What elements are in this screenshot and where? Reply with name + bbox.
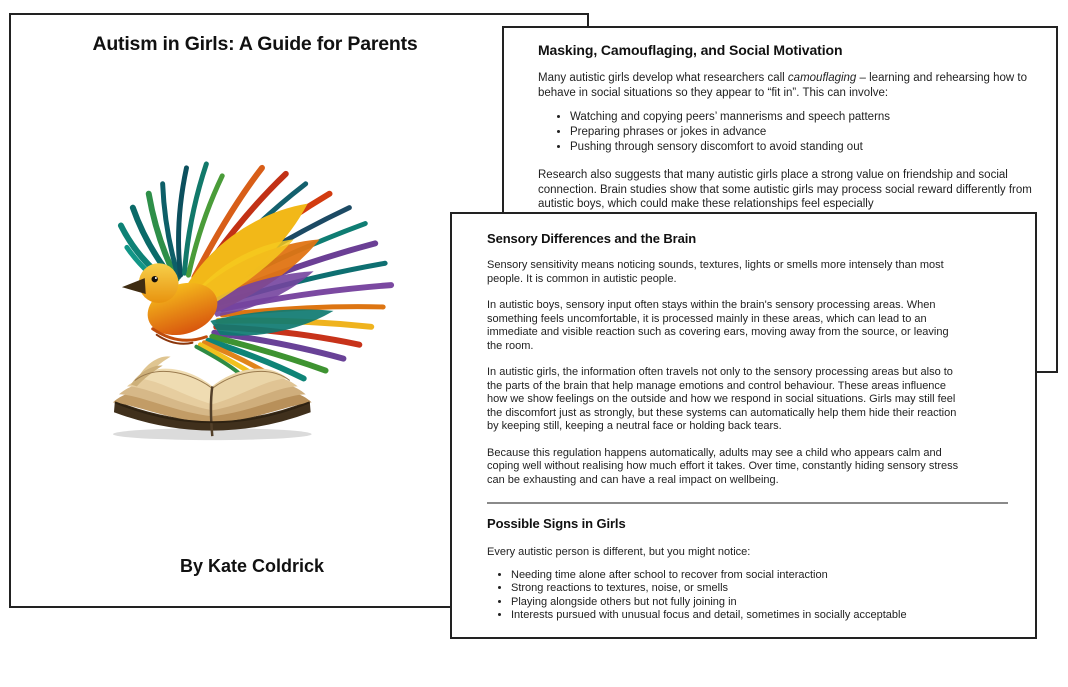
list-item: • Strong reactions to textures, noise, or smells — [511, 582, 966, 596]
bullet-list — [538, 110, 1043, 155]
bird-book-illustration — [109, 151, 407, 451]
bird-eye-icon — [152, 276, 158, 282]
sensory-page — [450, 212, 1037, 639]
paragraph-text: Many autistic girls develop what researchers call — [538, 72, 788, 84]
paragraph: In autistic girls, the information often travels not only to the sensory processing areas but also to the parts of the brain that help manage emotions and control behaviour. These areas influence how we show feelings on the outside and how we respond in social situations. Girls may still feel the discomfort just as strongly, but these systems can automatically help them hide their reaction by keeping still, keeping a neutral face or holding back tears. — [487, 366, 957, 432]
paragraph: Because this regulation happens automatically, adults may see a child who appears calm and coping well without realising how much effort it takes. Over time, constantly hiding sensory stress can be exhausting and can have a real impact on wellbeing. — [487, 446, 959, 486]
list-item: • Needing time alone after school to recover from social interaction — [511, 569, 966, 583]
bird-over-book-icon — [109, 151, 407, 451]
italic-term: camouflaging — [787, 72, 857, 84]
paragraph: In autistic boys, sensory input often stays within the brain's sensory processing areas. When something feels uncomfortable, it is processed mainly in these areas, which can lead to an immediate and visible reaction such as covering ears, moving away from the source, or leaving the room. — [487, 299, 949, 352]
book-title: Autism in Girls: A Guide for Parents — [92, 33, 418, 55]
bullet-list — [487, 569, 1009, 623]
section-divider — [487, 502, 1008, 504]
bird-icon — [121, 164, 391, 383]
section-heading: Masking, Camouflaging, and Social Motivation — [538, 42, 843, 58]
paragraph — [538, 71, 1036, 100]
paragraph: Every autistic person is different, but you might notice: — [487, 546, 751, 558]
paragraph-text: – learning and rehearsing how to behave in social situations so they appear to “fit in”. This can involve: — [538, 72, 1028, 99]
section-heading: Possible Signs in Girls — [487, 516, 626, 531]
list-item: • Interests pursued with unusual focus and detail, sometimes in socially acceptable — [511, 609, 966, 623]
list-item: • Preparing phrases or jokes in advance — [570, 125, 1040, 140]
list-item: • Playing alongside others but not fully joining in — [511, 596, 966, 610]
section-heading: Sensory Differences and the Brain — [487, 231, 697, 246]
list-item: • Watching and copying peers’ mannerisms and speech patterns — [570, 110, 1040, 125]
beak-icon — [122, 278, 146, 294]
paragraph: Sensory sensitivity means noticing sounds, textures, lights or smells more intensely than most people. It is common in autistic people. — [487, 259, 944, 285]
paragraph: Research also suggests that many autistic girls place a strong value on friendship and social connection. Brain studies show that some autistic girls may process social reward differently from autistic boys, which could make these relationships feel especially — [538, 169, 1032, 210]
author-byline: By Kate Coldrick — [179, 556, 325, 576]
list-item: • Pushing through sensory discomfort to avoid standing out — [570, 140, 1040, 155]
